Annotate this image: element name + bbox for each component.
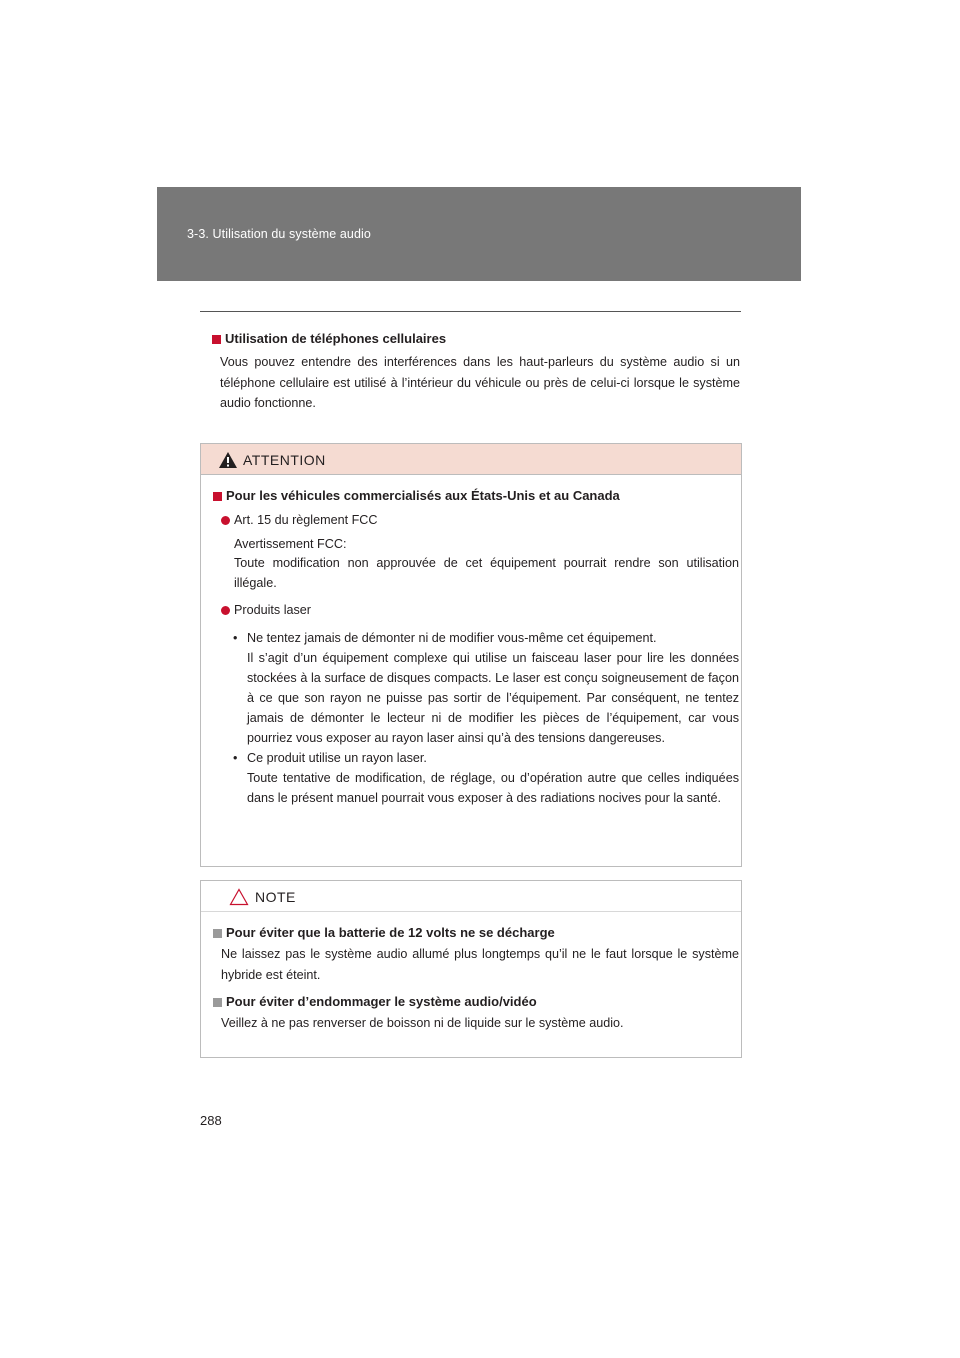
attention-label: ATTENTION: [243, 452, 326, 468]
intro-heading: Utilisation de téléphones cellulaires: [225, 331, 447, 346]
intro-section: [212, 330, 740, 414]
note-text-1: Ne laissez pas le système audio allumé plus longtemps qu’il ne le faut lorsque le système hybride est éteint.: [221, 947, 739, 982]
section-title: 3-3. Utilisation du système audio: [187, 227, 371, 241]
chapter-header-band: [157, 187, 801, 281]
attention-heading-row: [213, 487, 739, 505]
page-number: 288: [200, 1113, 222, 1128]
fcc-line1: Avertissement FCC:: [234, 536, 347, 551]
warning-triangle-outline-icon: [229, 888, 249, 906]
note-content: [201, 912, 739, 1034]
sub-bullet: •: [233, 751, 238, 766]
fcc-line2: Toute modification non approuvée de cet équipement pourrait rendre son utilisation illégale.: [234, 556, 739, 590]
note-header: [201, 881, 741, 912]
attention-header: [201, 444, 741, 475]
laser-sub2: Ce produit utilise un rayon laser.: [247, 751, 427, 766]
sub-bullet: •: [233, 630, 238, 645]
note-box: [200, 880, 742, 1058]
note-heading-1: Pour éviter que la batterie de 12 volts ne se décharge: [226, 925, 555, 940]
laser-sub1: Ne tentez jamais de démonter ni de modifier vous-même cet équipement.: [247, 630, 657, 645]
bullet-dot-icon: [221, 516, 230, 525]
laser-sub1-detail: Il s’agit d’un équipement complexe qui utilise un faisceau laser pour lire les données stockées à la surface de disques compacts. Le laser est conçu soigneusement de façon à ce que son rayon ne puisse pas sortir de l’équipement. Par conséquent, ne tentez jamais de démonter le lecteur ni de modifier les pièces de l’équipement, car vous pourriez vous exposer au rayon laser ainsi qu’à des tensions dangereuses.: [247, 650, 739, 745]
laser-sub-item-1: [213, 628, 739, 749]
heading-square-icon: [213, 998, 222, 1007]
heading-square-icon: [213, 929, 222, 938]
note-heading-2-row: [213, 993, 739, 1011]
fcc-title: Art. 15 du règlement FCC: [234, 513, 378, 527]
attention-content: [201, 475, 739, 808]
intro-heading-row: [212, 330, 740, 348]
laser-title: Produits laser: [234, 603, 311, 617]
attention-box: [200, 443, 742, 867]
laser-sub2-detail: Toute tentative de modification, de réglage, ou d’opération autre que celles indiquées dans le présent manuel pourrait vous exposer à des radiations nocives pour la santé.: [247, 771, 739, 806]
note-heading-2: Pour éviter d’endommager le système audio/vidéo: [226, 994, 537, 1009]
bullet-laser: [213, 600, 739, 621]
bullet-fcc: [213, 510, 739, 531]
note-heading-1-row: [213, 924, 739, 942]
bullet-dot-icon: [221, 606, 230, 615]
heading-square-icon: [212, 335, 221, 344]
section-divider: [200, 311, 741, 312]
note-label: NOTE: [255, 889, 296, 905]
attention-heading: Pour les véhicules commercialisés aux États-Unis et au Canada: [226, 488, 620, 503]
note-text-2: Veillez à ne pas renverser de boisson ni de liquide sur le système audio.: [221, 1016, 624, 1030]
laser-sub-item-2: [213, 748, 739, 808]
warning-triangle-icon: [218, 451, 238, 469]
intro-text: Vous pouvez entendre des interférences dans les haut-parleurs du système audio si un téléphone cellulaire est utilisé à l’intérieur du véhicule ou près de celui-ci lorsque le système audio fonctionne.: [220, 355, 740, 410]
heading-square-icon: [213, 492, 222, 501]
